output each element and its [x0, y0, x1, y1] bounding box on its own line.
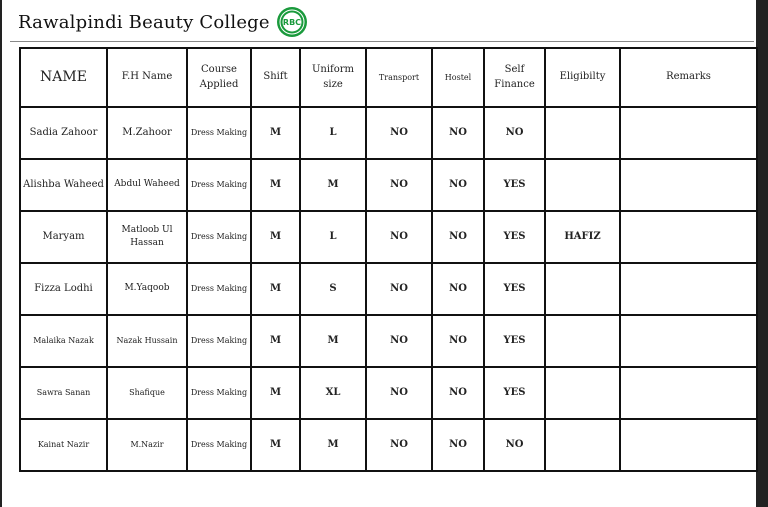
- cell-transport: NO: [366, 367, 432, 419]
- cell-transport: NO: [366, 263, 432, 315]
- column-header-transport: Transport: [366, 48, 432, 107]
- cell-shift: M: [251, 367, 300, 419]
- cell-uniform: M: [300, 159, 366, 211]
- cell-course: Dress Making: [187, 263, 251, 315]
- column-header-name: NAME: [20, 48, 107, 107]
- cell-transport: NO: [366, 107, 432, 159]
- cell-hostel: NO: [432, 211, 484, 263]
- cell-self-finance: YES: [484, 159, 545, 211]
- cell-uniform: M: [300, 419, 366, 471]
- cell-name: Malaika Nazak: [20, 315, 107, 367]
- cell-uniform: XL: [300, 367, 366, 419]
- cell-remarks: [620, 263, 757, 315]
- cell-self-finance: YES: [484, 367, 545, 419]
- cell-name: Kainat Nazir: [20, 419, 107, 471]
- cell-hostel: NO: [432, 159, 484, 211]
- table-row: [20, 263, 757, 315]
- cell-course: Dress Making: [187, 159, 251, 211]
- cell-course: Dress Making: [187, 315, 251, 367]
- cell-shift: M: [251, 107, 300, 159]
- cell-hostel: NO: [432, 315, 484, 367]
- cell-course: Dress Making: [187, 419, 251, 471]
- cell-uniform: S: [300, 263, 366, 315]
- cell-transport: NO: [366, 315, 432, 367]
- cell-hostel: NO: [432, 367, 484, 419]
- cell-fh-name: Shafique: [107, 367, 187, 419]
- svg-text:RBC: RBC: [282, 18, 301, 27]
- column-header-course: Course Applied: [187, 48, 251, 107]
- cell-remarks: [620, 159, 757, 211]
- cell-self-finance: NO: [484, 107, 545, 159]
- cell-uniform: L: [300, 107, 366, 159]
- cell-fh-name: Matloob Ul Hassan: [107, 211, 187, 263]
- cell-self-finance: YES: [484, 263, 545, 315]
- cell-shift: M: [251, 159, 300, 211]
- document-header: [18, 3, 308, 41]
- cell-remarks: [620, 419, 757, 471]
- cell-fh-name: Nazak Hussain: [107, 315, 187, 367]
- cell-transport: NO: [366, 419, 432, 471]
- cell-self-finance: YES: [484, 211, 545, 263]
- cell-name: Alishba Waheed: [20, 159, 107, 211]
- cell-self-finance: NO: [484, 419, 545, 471]
- column-header-eligibility: Eligibilty: [545, 48, 620, 107]
- cell-course: Dress Making: [187, 211, 251, 263]
- admissions-table: [19, 47, 758, 472]
- cell-name: Sawra Sanan: [20, 367, 107, 419]
- cell-eligibility: [545, 419, 620, 471]
- cell-hostel: NO: [432, 107, 484, 159]
- cell-eligibility: [545, 263, 620, 315]
- cell-fh-name: M.Yaqoob: [107, 263, 187, 315]
- cell-course: Dress Making: [187, 367, 251, 419]
- cell-fh-name: M.Nazir: [107, 419, 187, 471]
- table-row: [20, 211, 757, 263]
- cell-name: Fizza Lodhi: [20, 263, 107, 315]
- cell-remarks: [620, 315, 757, 367]
- cell-remarks: [620, 211, 757, 263]
- cell-eligibility: [545, 159, 620, 211]
- cell-hostel: NO: [432, 263, 484, 315]
- cell-shift: M: [251, 263, 300, 315]
- cell-uniform: M: [300, 315, 366, 367]
- cell-remarks: [620, 367, 757, 419]
- column-header-remarks: Remarks: [620, 48, 757, 107]
- cell-eligibility: [545, 315, 620, 367]
- cell-shift: M: [251, 315, 300, 367]
- cell-eligibility: [545, 367, 620, 419]
- cell-eligibility: HAFIZ: [545, 211, 620, 263]
- header-divider: [10, 41, 754, 42]
- column-header-self-finance: Self Finance: [484, 48, 545, 107]
- table-row: [20, 419, 757, 471]
- cell-course: Dress Making: [187, 107, 251, 159]
- column-header-shift: Shift: [251, 48, 300, 107]
- cell-eligibility: [545, 107, 620, 159]
- cell-transport: NO: [366, 211, 432, 263]
- cell-fh-name: Abdul Waheed: [107, 159, 187, 211]
- cell-remarks: [620, 107, 757, 159]
- cell-hostel: NO: [432, 419, 484, 471]
- table-header-row: [20, 48, 757, 107]
- college-logo-icon: [276, 6, 308, 38]
- column-header-fh-name: F.H Name: [107, 48, 187, 107]
- cell-uniform: L: [300, 211, 366, 263]
- column-header-uniform: Uniform size: [300, 48, 366, 107]
- cell-transport: NO: [366, 159, 432, 211]
- cell-fh-name: M.Zahoor: [107, 107, 187, 159]
- cell-shift: M: [251, 211, 300, 263]
- table-row: [20, 315, 757, 367]
- table-row: [20, 159, 757, 211]
- cell-name: Maryam: [20, 211, 107, 263]
- cell-self-finance: YES: [484, 315, 545, 367]
- cell-name: Sadia Zahoor: [20, 107, 107, 159]
- table-row: [20, 367, 757, 419]
- college-title: Rawalpindi Beauty College: [18, 11, 270, 33]
- column-header-hostel: Hostel: [432, 48, 484, 107]
- cell-shift: M: [251, 419, 300, 471]
- table-row: [20, 107, 757, 159]
